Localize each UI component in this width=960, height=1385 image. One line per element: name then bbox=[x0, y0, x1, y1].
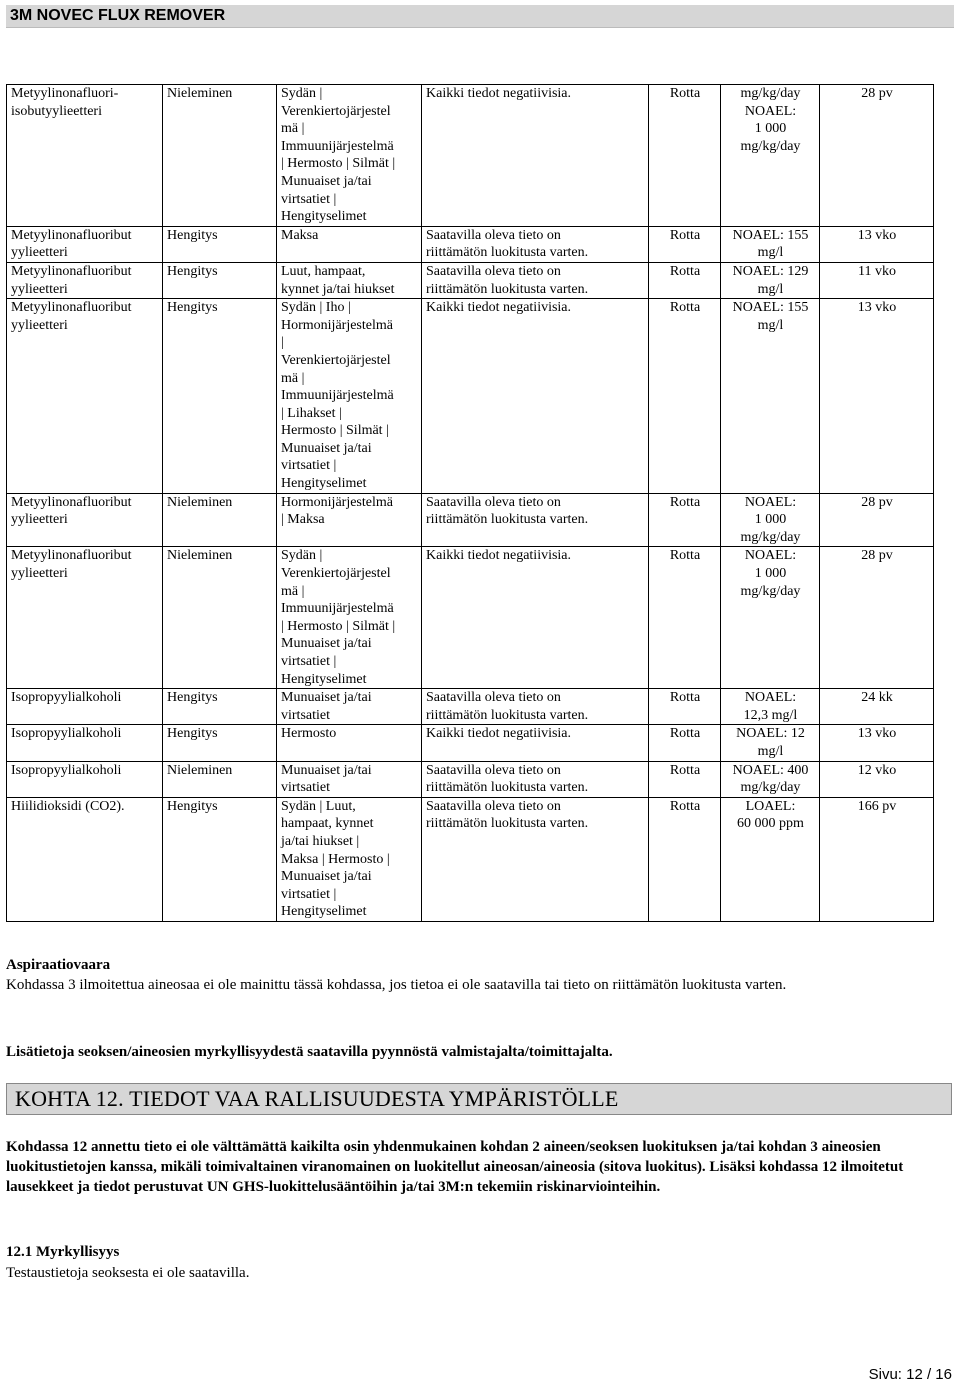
route-cell: Hengitys bbox=[163, 226, 277, 262]
aspiration-text: Kohdassa 3 ilmoitettua aineosaa ei ole mainittu tässä kohdassa, jos tietoa ei ole saatavilla tai tieto on riittämätön luokitusta varten. bbox=[6, 977, 787, 993]
species-cell: Rotta bbox=[649, 85, 721, 227]
page-number: Sivu: 12 / 16 bbox=[868, 1366, 952, 1383]
result-cell: Saatavilla oleva tieto on riittämätön luokitusta varten. bbox=[422, 689, 649, 725]
result-cell: Saatavilla oleva tieto on riittämätön luokitusta varten. bbox=[422, 797, 649, 921]
table-row bbox=[7, 226, 934, 262]
target-organs-cell: Munuaiset ja/tai virtsatiet bbox=[277, 689, 422, 725]
target-organs-cell: Munuaiset ja/tai virtsatiet bbox=[277, 761, 422, 797]
species-cell: Rotta bbox=[649, 493, 721, 547]
aspiration-heading: Aspiraatiovaara bbox=[6, 957, 111, 973]
result-cell: Saatavilla oleva tieto on riittämätön luokitusta varten. bbox=[422, 226, 649, 262]
toxicity-table bbox=[6, 84, 934, 922]
duration-cell: 12 vko bbox=[820, 761, 934, 797]
duration-cell: 28 pv bbox=[820, 493, 934, 547]
species-cell: Rotta bbox=[649, 299, 721, 494]
target-organs-cell: Sydän | Iho | Hormonijärjestelmä | Verenkiertojärjestel mä | Immuunijärjestelmä | Lihakset | Hermosto | Silmät | Munuaiset ja/tai virtsatiet | Hengityselimet bbox=[277, 299, 422, 494]
species-cell: Rotta bbox=[649, 262, 721, 298]
section-12-1-text: Testaustietoja seoksesta ei ole saatavilla. bbox=[6, 1265, 250, 1281]
document-header bbox=[6, 5, 954, 28]
substance-cell: Isopropyylialkoholi bbox=[7, 725, 163, 761]
target-organs-cell: Sydän | Luut, hampaat, kynnet ja/tai hiukset | Maksa | Hermosto | Munuaiset ja/tai virtsatiet | Hengityselimet bbox=[277, 797, 422, 921]
dose-cell: NOAEL: 400 mg/kg/day bbox=[721, 761, 820, 797]
route-cell: Hengitys bbox=[163, 689, 277, 725]
table-row bbox=[7, 493, 934, 547]
duration-cell: 13 vko bbox=[820, 226, 934, 262]
species-cell: Rotta bbox=[649, 797, 721, 921]
route-cell: Hengitys bbox=[163, 797, 277, 921]
result-cell: Kaikki tiedot negatiivisia. bbox=[422, 299, 649, 494]
species-cell: Rotta bbox=[649, 547, 721, 689]
dose-cell: NOAEL: 129 mg/l bbox=[721, 262, 820, 298]
table-row bbox=[7, 761, 934, 797]
substance-cell: Hiilidioksidi (CO2). bbox=[7, 797, 163, 921]
table-row bbox=[7, 797, 934, 921]
target-organs-cell: Luut, hampaat, kynnet ja/tai hiukset bbox=[277, 262, 422, 298]
table-row bbox=[7, 689, 934, 725]
duration-cell: 166 pv bbox=[820, 797, 934, 921]
target-organs-cell: Hormonijärjestelmä | Maksa bbox=[277, 493, 422, 547]
result-cell: Kaikki tiedot negatiivisia. bbox=[422, 725, 649, 761]
substance-cell: Isopropyylialkoholi bbox=[7, 761, 163, 797]
section-12-title: KOHTA 12. TIEDOT VAA RALLISUUDESTA YMPÄRISTÖLLE bbox=[15, 1086, 619, 1111]
table-row bbox=[7, 262, 934, 298]
dose-cell: NOAEL: 155 mg/l bbox=[721, 226, 820, 262]
table-row bbox=[7, 547, 934, 689]
dose-cell: mg/kg/day NOAEL: 1 000 mg/kg/day bbox=[721, 85, 820, 227]
section-12-header bbox=[6, 1083, 952, 1115]
target-organs-cell: Maksa bbox=[277, 226, 422, 262]
table-row bbox=[7, 85, 934, 227]
species-cell: Rotta bbox=[649, 226, 721, 262]
route-cell: Nieleminen bbox=[163, 547, 277, 689]
route-cell: Nieleminen bbox=[163, 493, 277, 547]
route-cell: Nieleminen bbox=[163, 761, 277, 797]
result-cell: Kaikki tiedot negatiivisia. bbox=[422, 85, 649, 227]
dose-cell: NOAEL: 12 mg/l bbox=[721, 725, 820, 761]
species-cell: Rotta bbox=[649, 761, 721, 797]
duration-cell: 11 vko bbox=[820, 262, 934, 298]
substance-cell: Metyylinonafluoribut yylieetteri bbox=[7, 226, 163, 262]
substance-cell: Metyylinonafluoribut yylieetteri bbox=[7, 547, 163, 689]
substance-cell: Metyylinonafluori- isobutyylieetteri bbox=[7, 85, 163, 227]
section-12-1-heading: 12.1 Myrkyllisyys bbox=[6, 1244, 120, 1260]
document-title: 3M NOVEC FLUX REMOVER bbox=[10, 7, 226, 24]
duration-cell: 28 pv bbox=[820, 547, 934, 689]
substance-cell: Metyylinonafluoribut yylieetteri bbox=[7, 299, 163, 494]
result-cell: Saatavilla oleva tieto on riittämätön luokitusta varten. bbox=[422, 493, 649, 547]
target-organs-cell: Sydän | Verenkiertojärjestel mä | Immuunijärjestelmä | Hermosto | Silmät | Munuaiset ja/tai virtsatiet | Hengityselimet bbox=[277, 547, 422, 689]
target-organs-cell: Sydän | Verenkiertojärjestel mä | Immuunijärjestelmä | Hermosto | Silmät | Munuaiset ja/tai virtsatiet | Hengityselimet bbox=[277, 85, 422, 227]
dose-cell: NOAEL: 1 000 mg/kg/day bbox=[721, 493, 820, 547]
route-cell: Nieleminen bbox=[163, 85, 277, 227]
duration-cell: 13 vko bbox=[820, 299, 934, 494]
species-cell: Rotta bbox=[649, 725, 721, 761]
dose-cell: NOAEL: 12,3 mg/l bbox=[721, 689, 820, 725]
table-row bbox=[7, 299, 934, 494]
result-cell: Kaikki tiedot negatiivisia. bbox=[422, 547, 649, 689]
additional-info: Lisätietoja seoksen/aineosien myrkyllisyydestä saatavilla pyynnöstä valmistajalta/toimittajalta. bbox=[6, 1044, 613, 1060]
dose-cell: NOAEL: 1 000 mg/kg/day bbox=[721, 547, 820, 689]
route-cell: Hengitys bbox=[163, 262, 277, 298]
substance-cell: Metyylinonafluoribut yylieetteri bbox=[7, 493, 163, 547]
result-cell: Saatavilla oleva tieto on riittämätön luokitusta varten. bbox=[422, 761, 649, 797]
dose-cell: NOAEL: 155 mg/l bbox=[721, 299, 820, 494]
duration-cell: 13 vko bbox=[820, 725, 934, 761]
species-cell: Rotta bbox=[649, 689, 721, 725]
table-row bbox=[7, 725, 934, 761]
result-cell: Saatavilla oleva tieto on riittämätön luokitusta varten. bbox=[422, 262, 649, 298]
section-12-intro: Kohdassa 12 annettu tieto ei ole välttämättä kaikilta osin yhdenmukainen kohdan 2 aineen/seoksen luokituksen ja/tai kohdan 3 aineosien luokitustietojen kanssa, mikäli toimivaltainen viranomainen on luokitellut aineosan/aineosia (sitova luokitus). Lisäksi kohdassa 12 ilmoitetut lausekkeet ja tiedot perustuvat UN GHS-luokittelusääntöihin ja/tai 3M:n tekemiin riskinarviointeihin. bbox=[6, 1139, 904, 1195]
substance-cell: Metyylinonafluoribut yylieetteri bbox=[7, 262, 163, 298]
duration-cell: 24 kk bbox=[820, 689, 934, 725]
substance-cell: Isopropyylialkoholi bbox=[7, 689, 163, 725]
route-cell: Hengitys bbox=[163, 725, 277, 761]
route-cell: Hengitys bbox=[163, 299, 277, 494]
duration-cell: 28 pv bbox=[820, 85, 934, 227]
target-organs-cell: Hermosto bbox=[277, 725, 422, 761]
dose-cell: LOAEL: 60 000 ppm bbox=[721, 797, 820, 921]
